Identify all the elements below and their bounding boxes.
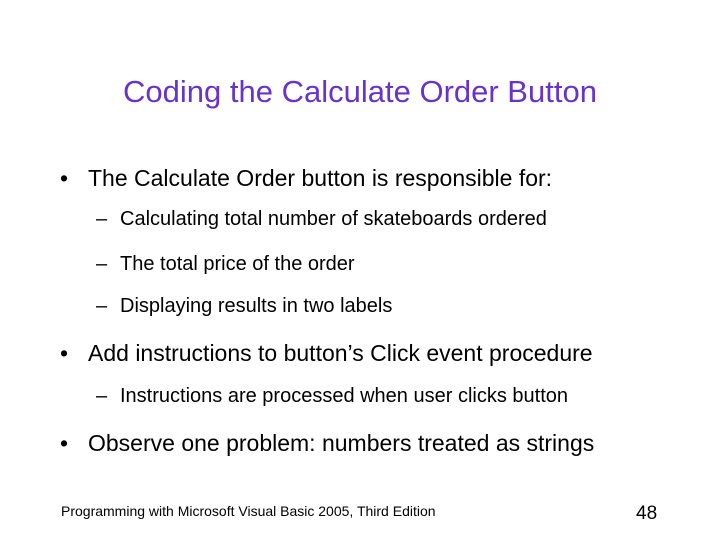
bullet-item — [60, 165, 552, 192]
sub-bullet-text: Instructions are processed when user clicks button — [120, 385, 568, 407]
slide-title: Coding the Calculate Order Button — [123, 74, 597, 109]
sub-bullet-text: Calculating total number of skateboards ordered — [120, 208, 547, 230]
sub-bullet-item — [96, 385, 568, 408]
dash-icon: – — [96, 385, 108, 407]
bullet-item — [60, 430, 594, 457]
footer-text: Programming with Microsoft Visual Basic 2005, Third Edition — [61, 503, 436, 519]
bullet-item — [60, 340, 593, 367]
bullet-text: The Calculate Order button is responsible for: — [88, 165, 553, 191]
sub-bullet-item — [96, 208, 547, 231]
page-number: 48 — [636, 503, 658, 524]
sub-bullet-item — [96, 253, 355, 276]
bullet-dot-icon: • — [60, 340, 69, 366]
dash-icon: – — [96, 208, 108, 230]
dash-icon: – — [96, 295, 108, 317]
bullet-text: Observe one problem: numbers treated as strings — [88, 430, 595, 456]
dash-icon: – — [96, 253, 108, 275]
sub-bullet-text: The total price of the order — [120, 253, 355, 275]
sub-bullet-item — [96, 295, 392, 318]
bullet-dot-icon: • — [60, 165, 69, 191]
bullet-text: Add instructions to button’s Click event procedure — [88, 340, 593, 366]
sub-bullet-text: Displaying results in two labels — [120, 295, 393, 317]
bullet-dot-icon: • — [60, 430, 69, 456]
